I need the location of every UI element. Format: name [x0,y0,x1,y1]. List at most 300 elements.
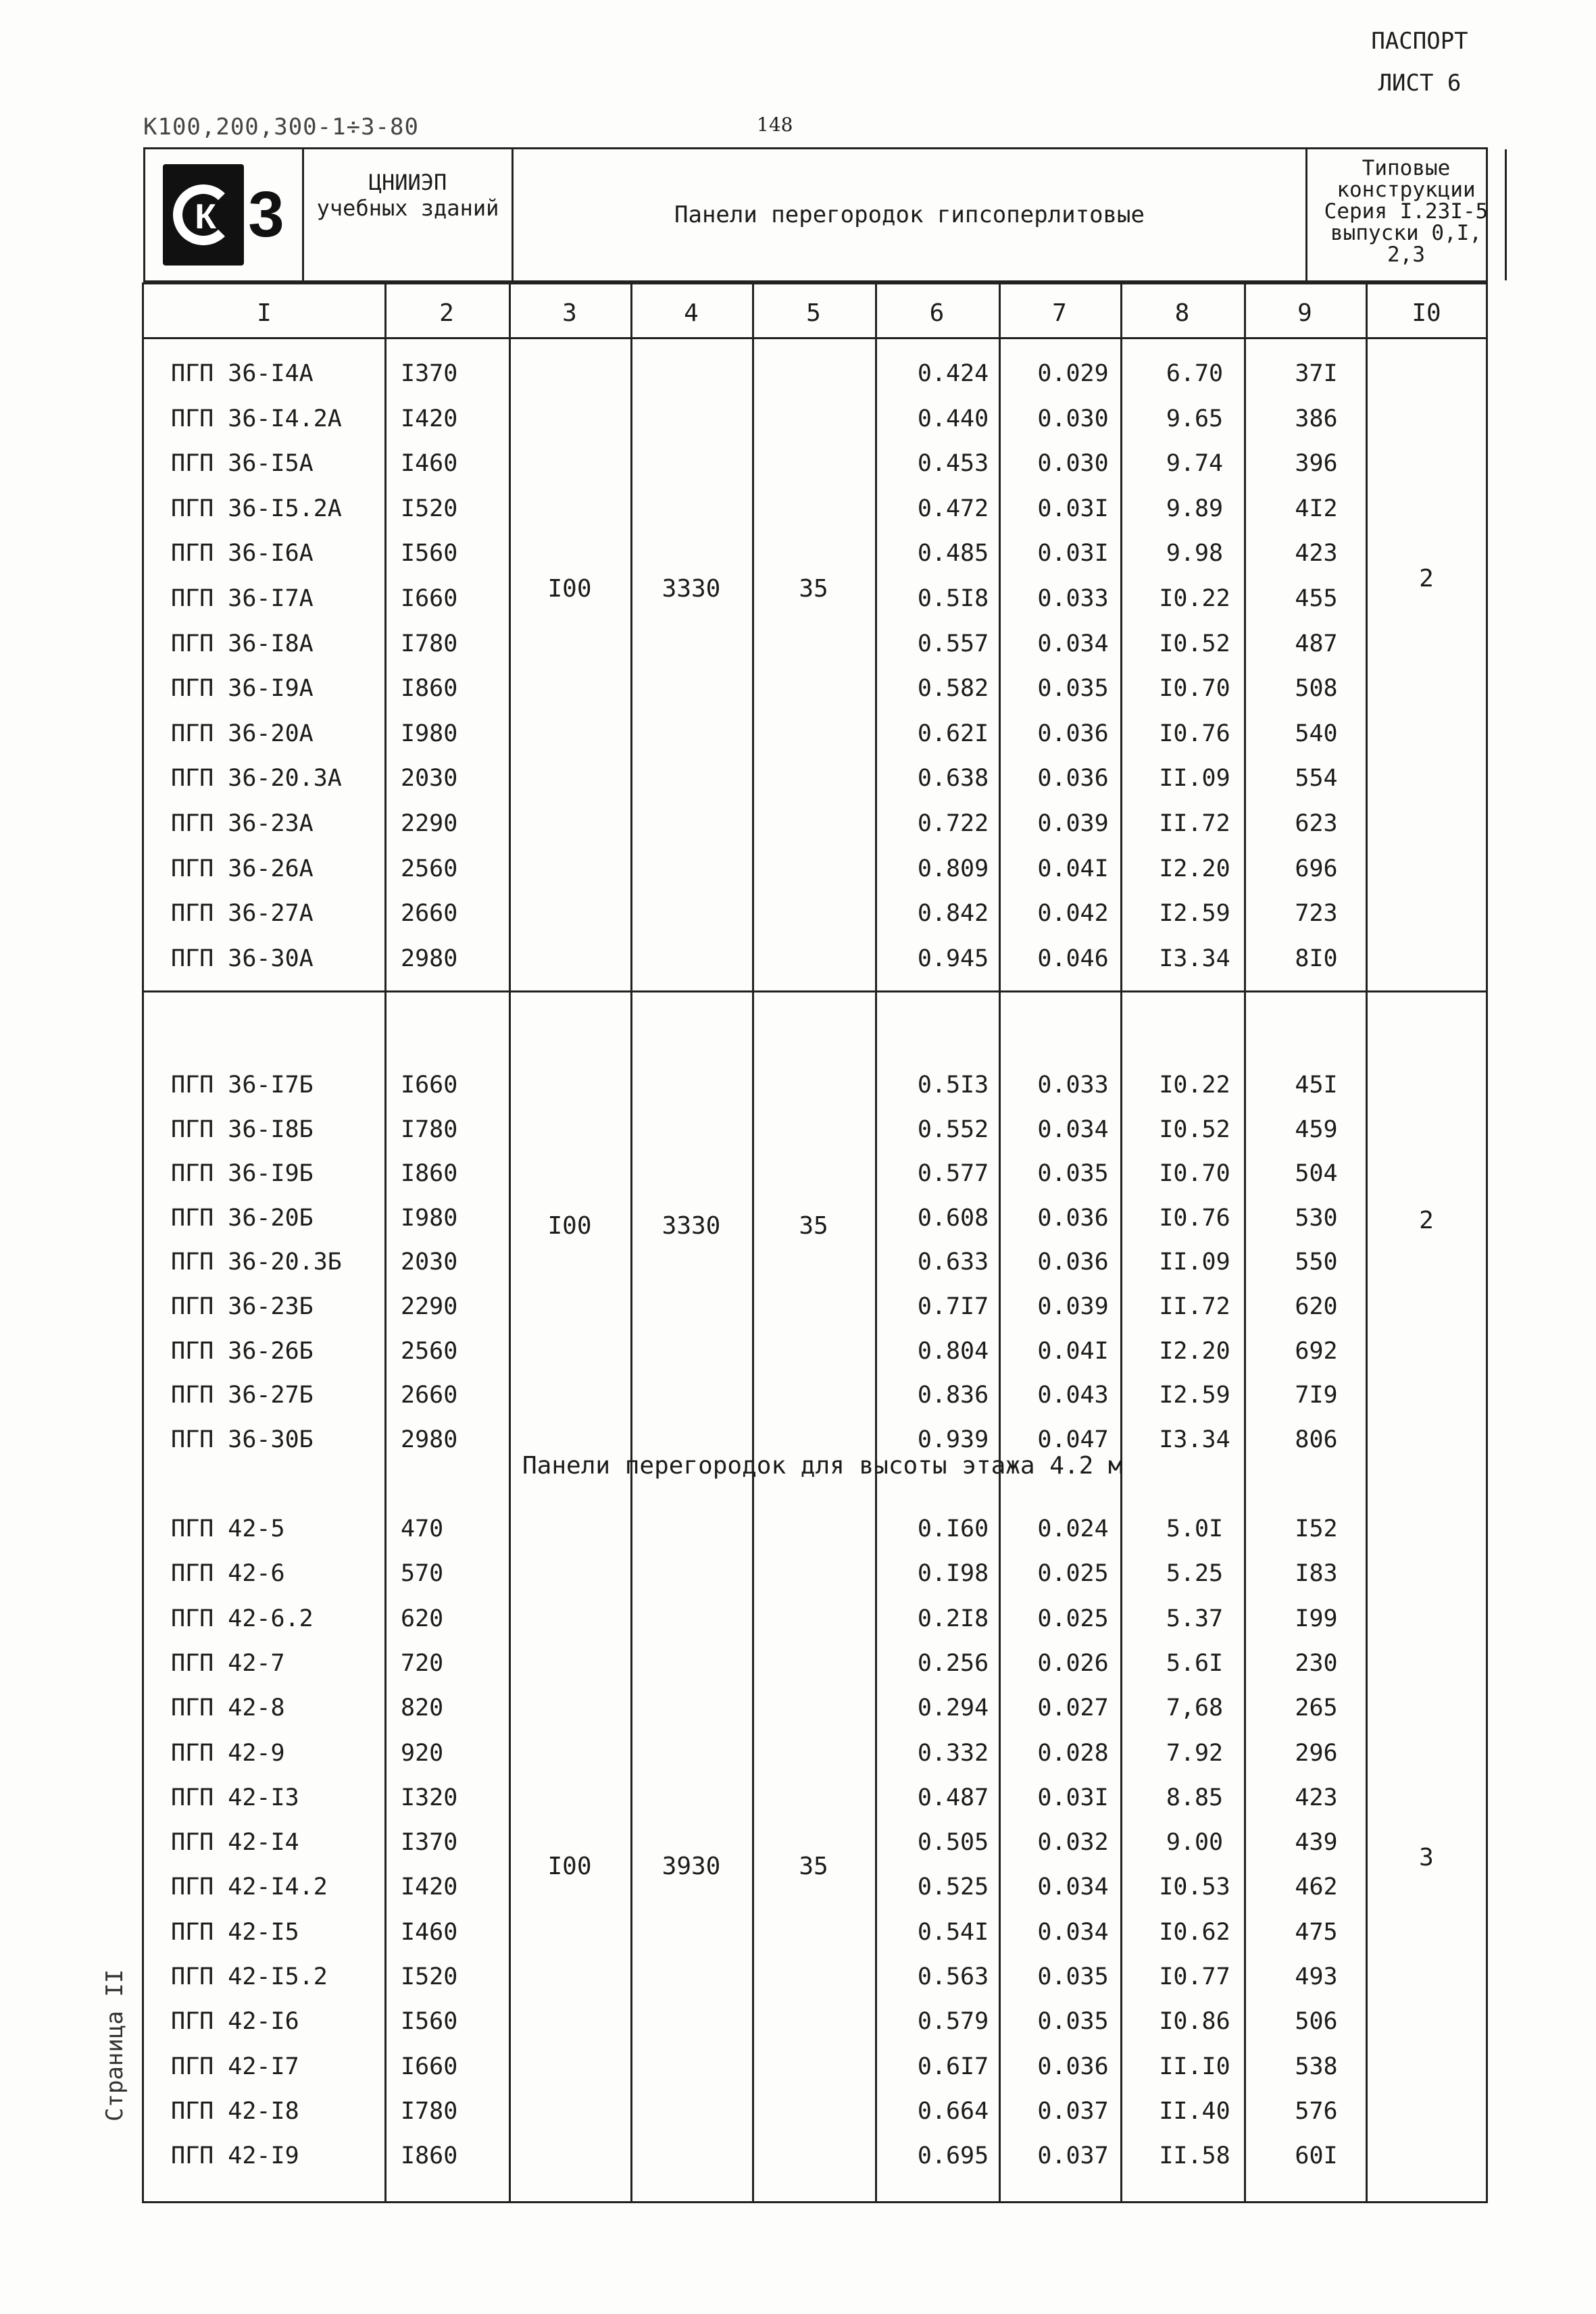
panel-col8: II.09 [1159,765,1230,793]
panel-mass: 696 [1295,855,1338,882]
panel-volume: 0.7I7 [917,1293,989,1320]
panel-mark: ПГП 36-20.3Б [171,1249,342,1276]
document-code: К100,200,300-1÷3-80 [143,114,419,141]
panel-mark: ПГП 36-30A [171,945,314,972]
panel-volume: 0.5I3 [917,1072,989,1099]
panel-volume: 0.6I7 [917,2053,989,2080]
panel-length: I780 [401,1115,458,1143]
panel-mark: ПГП 42-6 [171,1560,285,1588]
panel-col7: 0.039 [1037,1293,1109,1320]
panel-volume: 0.722 [917,810,989,837]
panel-col7: 0.025 [1037,1605,1109,1632]
table-row [144,578,1486,619]
panel-col8: 9.89 [1166,495,1224,522]
column-header: 8 [1174,299,1190,327]
table-row [144,758,1486,799]
panel-col8: I0.52 [1159,1115,1230,1143]
panel-col7: 0.03I [1037,1784,1109,1811]
table-row [144,938,1486,979]
panel-col7: 0.036 [1037,1204,1109,1232]
panel-length: 2030 [401,1249,458,1276]
panel-volume: 0.939 [917,1426,989,1453]
table-row [144,624,1486,664]
panel-length: I370 [401,360,458,387]
table-row [144,713,1486,754]
panel-length: I560 [401,540,458,568]
section-subtitle: Панели перегородок для высоты этажа 4.2 м [522,1452,1123,1480]
org-subname: учебных зданий [316,195,499,221]
logo-c-icon [173,184,234,245]
table-row [144,1778,1486,1818]
panel-mark: ПГП 42-I4 [171,1829,299,1857]
panel-col7: 0.027 [1037,1694,1109,1722]
column-header: 7 [1052,299,1067,327]
panel-col7: 0.036 [1037,720,1109,747]
panel-length: I460 [401,1918,458,1946]
panel-col7: 0.04I [1037,1337,1109,1365]
panel-mass: 296 [1295,1739,1338,1767]
table-row [144,1733,1486,1774]
logo-cell [145,149,304,280]
panel-mass: 60I [1295,2142,1338,2170]
panel-col7: 0.035 [1037,675,1109,703]
panel-mark: ПГП 36-23A [171,810,314,837]
panel-length: 470 [401,1515,444,1542]
panel-length: I860 [401,1160,458,1188]
panel-mass: 455 [1295,585,1338,612]
panel-volume: 0.552 [917,1115,989,1143]
panel-volume: 0.62I [917,720,989,747]
table-row [144,1198,1486,1238]
panel-col8: I0.70 [1159,1160,1230,1188]
panel-volume: 0.563 [917,1963,989,1990]
table-row [144,893,1486,934]
panel-col7: 0.029 [1037,360,1109,387]
panel-col8: 7.92 [1166,1739,1224,1767]
table-row [144,399,1486,439]
panel-mark: ПГП 36-27Б [171,1382,314,1409]
panel-length: 2660 [401,900,458,928]
panel-mark: ПГП 36-I7A [171,585,314,612]
panel-mass: 623 [1295,810,1338,837]
panel-col7: 0.033 [1037,585,1109,612]
panel-col8: 5.0I [1166,1515,1224,1542]
panel-mark: ПГП 36-I4A [171,360,314,387]
panel-mark: ПГП 42-I6 [171,2008,299,2036]
panel-mark: ПГП 36-20Б [171,1204,314,1232]
panel-length: 620 [401,1605,444,1632]
panel-length: 820 [401,1694,444,1722]
panel-volume: 0.332 [917,1739,989,1767]
table-row [144,1375,1486,1415]
panel-mass: 554 [1295,765,1338,793]
logo-mark-icon [163,164,244,266]
table-row [144,1286,1486,1327]
table-row [144,1419,1486,1460]
panel-col8: 5.37 [1166,1605,1224,1632]
panel-col8: I0.76 [1159,720,1230,747]
panel-col7: 0.03I [1037,540,1109,568]
table-row [144,1509,1486,1549]
panel-col7: 0.047 [1037,1426,1109,1453]
panel-col8: I2.20 [1159,855,1230,882]
panel-volume: 0.557 [917,630,989,657]
table-row [144,1822,1486,1863]
panel-col8: II.I0 [1159,2053,1230,2080]
panel-mass: 8I0 [1295,945,1338,972]
panel-length: I860 [401,2142,458,2170]
header-row-divider [144,337,1486,339]
panel-mass: 493 [1295,1963,1338,1990]
group2-col5: 35 [799,1211,828,1240]
panel-col7: 0.028 [1037,1739,1109,1767]
passport-cell [1362,20,1478,104]
panel-col7: 0.034 [1037,1115,1109,1143]
column-header: I0 [1412,299,1441,327]
column-header: 4 [684,299,699,327]
panel-mark: ПГП 36-I9A [171,675,314,703]
group1-col5: 35 [799,574,828,603]
panel-col8: I0.52 [1159,630,1230,657]
table-row [144,488,1486,529]
panel-mass: 396 [1295,450,1338,478]
panel-mark: ПГП 36-20A [171,720,314,747]
panel-col8: 7,68 [1166,1694,1224,1722]
panel-col7: 0.026 [1037,1649,1109,1677]
panel-col8: 6.70 [1166,360,1224,387]
panel-mark: ПГП 36-I8Б [171,1115,314,1143]
panel-length: 2560 [401,855,458,882]
panel-volume: 0.582 [917,675,989,703]
panel-length: 2660 [401,1382,458,1409]
series-line-1: Типовые [1362,156,1451,180]
panel-length: I420 [401,1873,458,1901]
table-row [144,1153,1486,1194]
panel-volume: 0.453 [917,450,989,478]
panel-col8: 9.00 [1166,1829,1224,1857]
document-title: Панели перегородок гипсоперлитовые [674,201,1145,228]
panel-volume: 0.487 [917,1784,989,1811]
panel-volume: 0.485 [917,540,989,568]
panel-length: 920 [401,1739,444,1767]
group3-col5: 35 [799,1852,828,1880]
panel-col8: 5.6I [1166,1649,1224,1677]
panel-mark: ПГП 42-I7 [171,2053,299,2080]
series-line-4: выпуски 0,I, [1330,221,1482,245]
column-header: 3 [562,299,577,327]
panel-col7: 0.04I [1037,855,1109,882]
series-line-2: конструкции [1337,178,1476,202]
panel-col7: 0.037 [1037,2142,1109,2170]
table-row [144,1109,1486,1150]
panel-mass: 487 [1295,630,1338,657]
panel-mark: ПГП 36-30Б [171,1426,314,1453]
panel-col7: 0.032 [1037,1829,1109,1857]
panel-mass: I52 [1295,1515,1338,1542]
group3-height: 3930 [662,1852,721,1880]
panel-mark: ПГП 42-5 [171,1515,285,1542]
column-header: 6 [929,299,945,327]
panel-mark: ПГП 42-8 [171,1694,285,1722]
table-row [144,1331,1486,1372]
panel-volume: 0.5I8 [917,585,989,612]
panel-mark: ПГП 42-I5.2 [171,1963,328,1990]
table-row [144,1599,1486,1639]
panel-mass: 45I [1295,1072,1338,1099]
table-row [144,1867,1486,1907]
panel-length: I520 [401,1963,458,1990]
panel-col7: 0.03I [1037,495,1109,522]
panel-mark: ПГП 42-I3 [171,1784,299,1811]
panel-mass: 723 [1295,900,1338,928]
panel-col7: 0.030 [1037,450,1109,478]
panel-length: 2030 [401,765,458,793]
panel-length: I460 [401,450,458,478]
panel-col7: 0.035 [1037,1160,1109,1188]
panel-mass: I99 [1295,1605,1338,1632]
panel-col8: I0.70 [1159,675,1230,703]
group1-thickness: I00 [547,574,592,603]
panel-col7: 0.035 [1037,1963,1109,1990]
panel-mass: 230 [1295,1649,1338,1677]
panel-col8: 9.65 [1166,405,1224,432]
panel-col7: 0.036 [1037,2053,1109,2080]
panel-volume: 0.54I [917,1918,989,1946]
panel-col8: I0.53 [1159,1873,1230,1901]
panel-col7: 0.043 [1037,1382,1109,1409]
series-cell [1307,149,1507,280]
panel-col7: 0.035 [1037,2008,1109,2036]
panel-length: I560 [401,2008,458,2036]
organization-cell [304,149,514,280]
panel-col7: 0.025 [1037,1560,1109,1588]
panel-mark: ПГП 42-I9 [171,2142,299,2170]
panel-volume: 0.505 [917,1829,989,1857]
panel-length: I420 [401,405,458,432]
panel-col7: 0.034 [1037,1873,1109,1901]
panel-col8: II.09 [1159,1249,1230,1276]
group1-col10: 2 [1419,564,1434,593]
panel-length: I780 [401,2097,458,2125]
panel-volume: 0.836 [917,1382,989,1409]
panel-mark: ПГП 36-26Б [171,1337,314,1365]
panel-mass: 504 [1295,1160,1338,1188]
panel-col8: I2.59 [1159,900,1230,928]
sheet-label: ЛИСТ 6 [1378,70,1462,97]
panel-col7: 0.036 [1037,765,1109,793]
panel-volume: 0.842 [917,900,989,928]
column-header: 5 [806,299,821,327]
group3-col10: 3 [1419,1843,1434,1871]
logo-letter: К [195,197,217,236]
panel-mass: 806 [1295,1426,1338,1453]
panel-mark: ПГП 42-9 [171,1739,285,1767]
table-row [144,2091,1486,2132]
panel-col7: 0.033 [1037,1072,1109,1099]
panel-col7: 0.046 [1037,945,1109,972]
panel-volume: 0.633 [917,1249,989,1276]
panel-mass: 475 [1295,1918,1338,1946]
panel-col8: I0.22 [1159,585,1230,612]
panel-mark: ПГП 36-23Б [171,1293,314,1320]
table-row [144,1688,1486,1728]
panel-length: I980 [401,720,458,747]
table-row [144,1553,1486,1594]
panel-mass: 508 [1295,675,1338,703]
panel-mass: 7I9 [1295,1382,1338,1409]
panel-mark: ПГП 36-I6A [171,540,314,568]
panel-col7: 0.034 [1037,1918,1109,1946]
panel-mass: 265 [1295,1694,1338,1722]
title-block [143,147,1488,282]
series-line-3: Серия I.23I-5 [1324,199,1489,224]
column-header: 9 [1297,299,1312,327]
panel-col7: 0.037 [1037,2097,1109,2125]
panel-volume: 0.809 [917,855,989,882]
group2-thickness: I00 [547,1211,592,1240]
group-divider [144,990,1486,992]
table-row [144,443,1486,484]
panel-mass: 462 [1295,1873,1338,1901]
panel-length: 720 [401,1649,444,1677]
panel-col7: 0.036 [1037,1249,1109,1276]
panel-length: I520 [401,495,458,522]
panel-mark: ПГП 36-26A [171,855,314,882]
table-row [144,2046,1486,2087]
panel-col8: I3.34 [1159,1426,1230,1453]
panel-col8: 5.25 [1166,1560,1224,1588]
panel-mass: 576 [1295,2097,1338,2125]
panel-length: I780 [401,630,458,657]
panel-mark: ПГП 36-I9Б [171,1160,314,1188]
panel-col8: I0.86 [1159,2008,1230,2036]
panel-col7: 0.024 [1037,1515,1109,1542]
panel-mass: 530 [1295,1204,1338,1232]
panel-mass: 506 [1295,2008,1338,2036]
group2-height: 3330 [662,1211,721,1240]
panel-col8: I3.34 [1159,945,1230,972]
panel-mark: ПГП 42-I5 [171,1918,299,1946]
panel-volume: 0.I98 [917,1560,989,1588]
panel-mass: 540 [1295,720,1338,747]
logo-number: 3 [248,178,284,251]
panel-col8: II.72 [1159,810,1230,837]
table-row [144,2136,1486,2176]
panel-mass: 459 [1295,1115,1338,1143]
panel-mark: ПГП 36-27A [171,900,314,928]
group3-thickness: I00 [547,1852,592,1880]
table-row [144,533,1486,574]
panel-col8: II.58 [1159,2142,1230,2170]
panel-volume: 0.294 [917,1694,989,1722]
panel-col8: I2.59 [1159,1382,1230,1409]
group1-height: 3330 [662,574,721,603]
page-number: 148 [757,114,793,136]
panel-mark: ПГП 36-I4.2A [171,405,342,432]
panel-volume: 0.804 [917,1337,989,1365]
panel-col7: 0.042 [1037,900,1109,928]
panel-mass: 439 [1295,1829,1338,1857]
panel-mark: ПГП 36-I7Б [171,1072,314,1099]
panel-mass: 37I [1295,360,1338,387]
panel-length: I660 [401,1072,458,1099]
table-row [144,668,1486,709]
table-row [144,1242,1486,1282]
panel-mass: 550 [1295,1249,1338,1276]
panel-length: 2980 [401,945,458,972]
panel-mark: ПГП 36-I5.2A [171,495,342,522]
panel-mark: ПГП 42-6.2 [171,1605,314,1632]
column-header: 2 [439,299,454,327]
panel-col8: I0.22 [1159,1072,1230,1099]
panel-length: 2290 [401,1293,458,1320]
panel-length: I860 [401,675,458,703]
panel-mark: ПГП 36-I8A [171,630,314,657]
panel-mark: ПГП 36-I5A [171,450,314,478]
table-row [144,849,1486,889]
panel-col8: 9.98 [1166,540,1224,568]
table-row [144,353,1486,394]
panel-volume: 0.I60 [917,1515,989,1542]
panel-volume: 0.424 [917,360,989,387]
panel-col8: I0.77 [1159,1963,1230,1990]
panel-length: 2290 [401,810,458,837]
panel-volume: 0.579 [917,2008,989,2036]
panel-col7: 0.030 [1037,405,1109,432]
panel-mark: ПГП 42-7 [171,1649,285,1677]
panel-length: 2560 [401,1337,458,1365]
panel-volume: 0.664 [917,2097,989,2125]
data-table [142,282,1488,2203]
table-row [144,1957,1486,1997]
panel-volume: 0.695 [917,2142,989,2170]
panel-col8: I0.76 [1159,1204,1230,1232]
panel-mass: 4I2 [1295,495,1338,522]
panel-volume: 0.638 [917,765,989,793]
series-line-5: 2,3 [1387,243,1425,267]
table-row [144,1912,1486,1953]
table-row [144,2001,1486,2042]
panel-volume: 0.2I8 [917,1605,989,1632]
panel-length: I660 [401,2053,458,2080]
panel-length: I660 [401,585,458,612]
column-header: I [257,299,272,327]
panel-col8: II.40 [1159,2097,1230,2125]
panel-volume: 0.440 [917,405,989,432]
group2-col10: 2 [1419,1206,1434,1234]
panel-col8: I0.62 [1159,1918,1230,1946]
panel-volume: 0.945 [917,945,989,972]
panel-volume: 0.577 [917,1160,989,1188]
panel-mass: I83 [1295,1560,1338,1588]
panel-mark: ПГП 42-I4.2 [171,1873,328,1901]
panel-mark: ПГП 42-I8 [171,2097,299,2125]
panel-mark: ПГП 36-20.3A [171,765,342,793]
panel-mass: 692 [1295,1337,1338,1365]
panel-mass: 423 [1295,540,1338,568]
org-name: ЦНИИЭП [368,170,447,195]
panel-volume: 0.608 [917,1204,989,1232]
panel-col7: 0.039 [1037,810,1109,837]
panel-col8: 9.74 [1166,450,1224,478]
panel-mass: 620 [1295,1293,1338,1320]
panel-col8: 8.85 [1166,1784,1224,1811]
panel-mass: 538 [1295,2053,1338,2080]
panel-length: I320 [401,1784,458,1811]
panel-col8: I2.20 [1159,1337,1230,1365]
passport-label: ПАСПОРТ [1371,28,1468,55]
panel-mass: 423 [1295,1784,1338,1811]
